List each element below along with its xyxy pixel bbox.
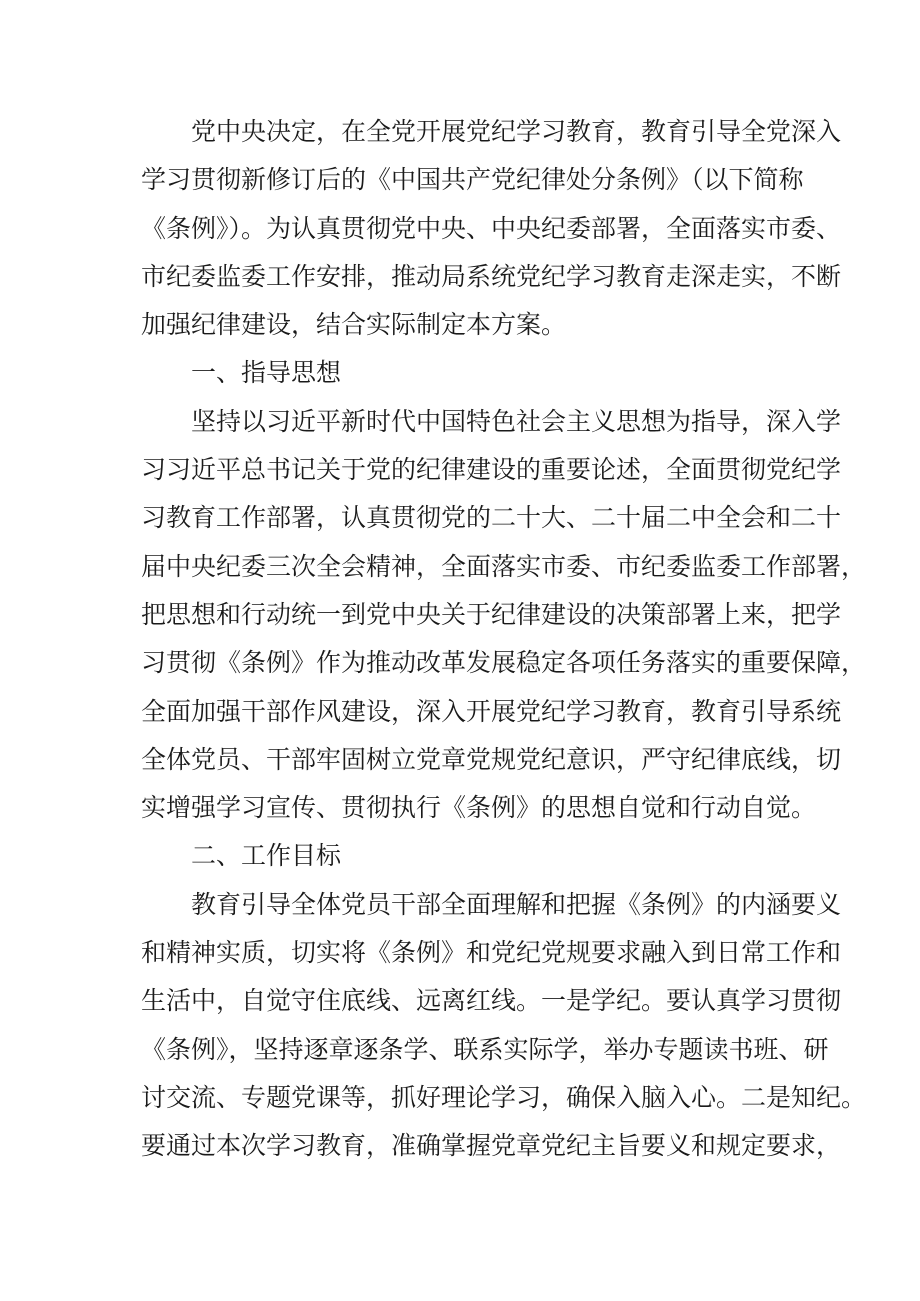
text-line: 实增强学习宣传、贯彻执行《条例》的思想自觉和行动自觉。 (141, 793, 817, 823)
text-line: 坚持以习近平新时代中国特色社会主义思想为指导，深入学 (191, 406, 842, 436)
text-line: 讨交流、专题党课等，抓好理论学习，确保入脑入心。二是知纪。 (141, 1082, 867, 1112)
text-line: 《条例》）。为认真贯彻党中央、中央纪委部署，全面落实市委、 (141, 213, 842, 243)
text-line: 生活中，自觉守住底线、远离红线。一是学纪。要认真学习贯彻 (141, 986, 842, 1016)
text-line: 市纪委监委工作安排，推动局系统党纪学习教育走深走实，不断 (141, 261, 842, 291)
text-line: 把思想和行动统一到党中央关于纪律建设的决策部署上来，把学 (141, 599, 842, 629)
text-line: 党中央决定，在全党开展党纪学习教育，教育引导全党深入 (191, 117, 842, 146)
text-line: 加强纪律建设，结合实际制定本方案。 (141, 310, 567, 340)
text-line: 和精神实质，切实将《条例》和党纪党规要求融入到日常工作和 (141, 938, 842, 968)
text-line: 习教育工作部署，认真贯彻党的二十大、二十届二中全会和二十 (141, 503, 842, 533)
text-line: 学习贯彻新修订后的《中国共产党纪律处分条例》（以下简称 (141, 165, 804, 195)
text-line: 全体党员、干部牢固树立党章党规党纪意识，严守纪律底线，切 (141, 744, 842, 774)
text-line: 教育引导全体党员干部全面理解和把握《条例》的内涵要义 (191, 889, 842, 919)
text-line: 全面加强干部作风建设，深入开展党纪学习教育，教育引导系统 (141, 696, 842, 726)
document-body (141, 108, 867, 1171)
text-line: 二、工作目标 (191, 841, 342, 871)
text-line: 要通过本次学习教育，准确掌握党章党纪主旨要义和规定要求， (141, 1131, 842, 1161)
text-line: 习习近平总书记关于党的纪律建设的重要论述，全面贯彻党纪学 (141, 455, 842, 485)
text-line: 届中央纪委三次全会精神，全面落实市委、市纪委监委工作部署， (141, 551, 867, 581)
text-line: 《条例》，坚持逐章逐条学、联系实际学，举办专题读书班、研 (141, 1034, 829, 1064)
text-line: 习贯彻《条例》作为推动改革发展稳定各项任务落实的重要保障， (141, 648, 867, 678)
text-line: 一、指导思想 (191, 358, 342, 388)
